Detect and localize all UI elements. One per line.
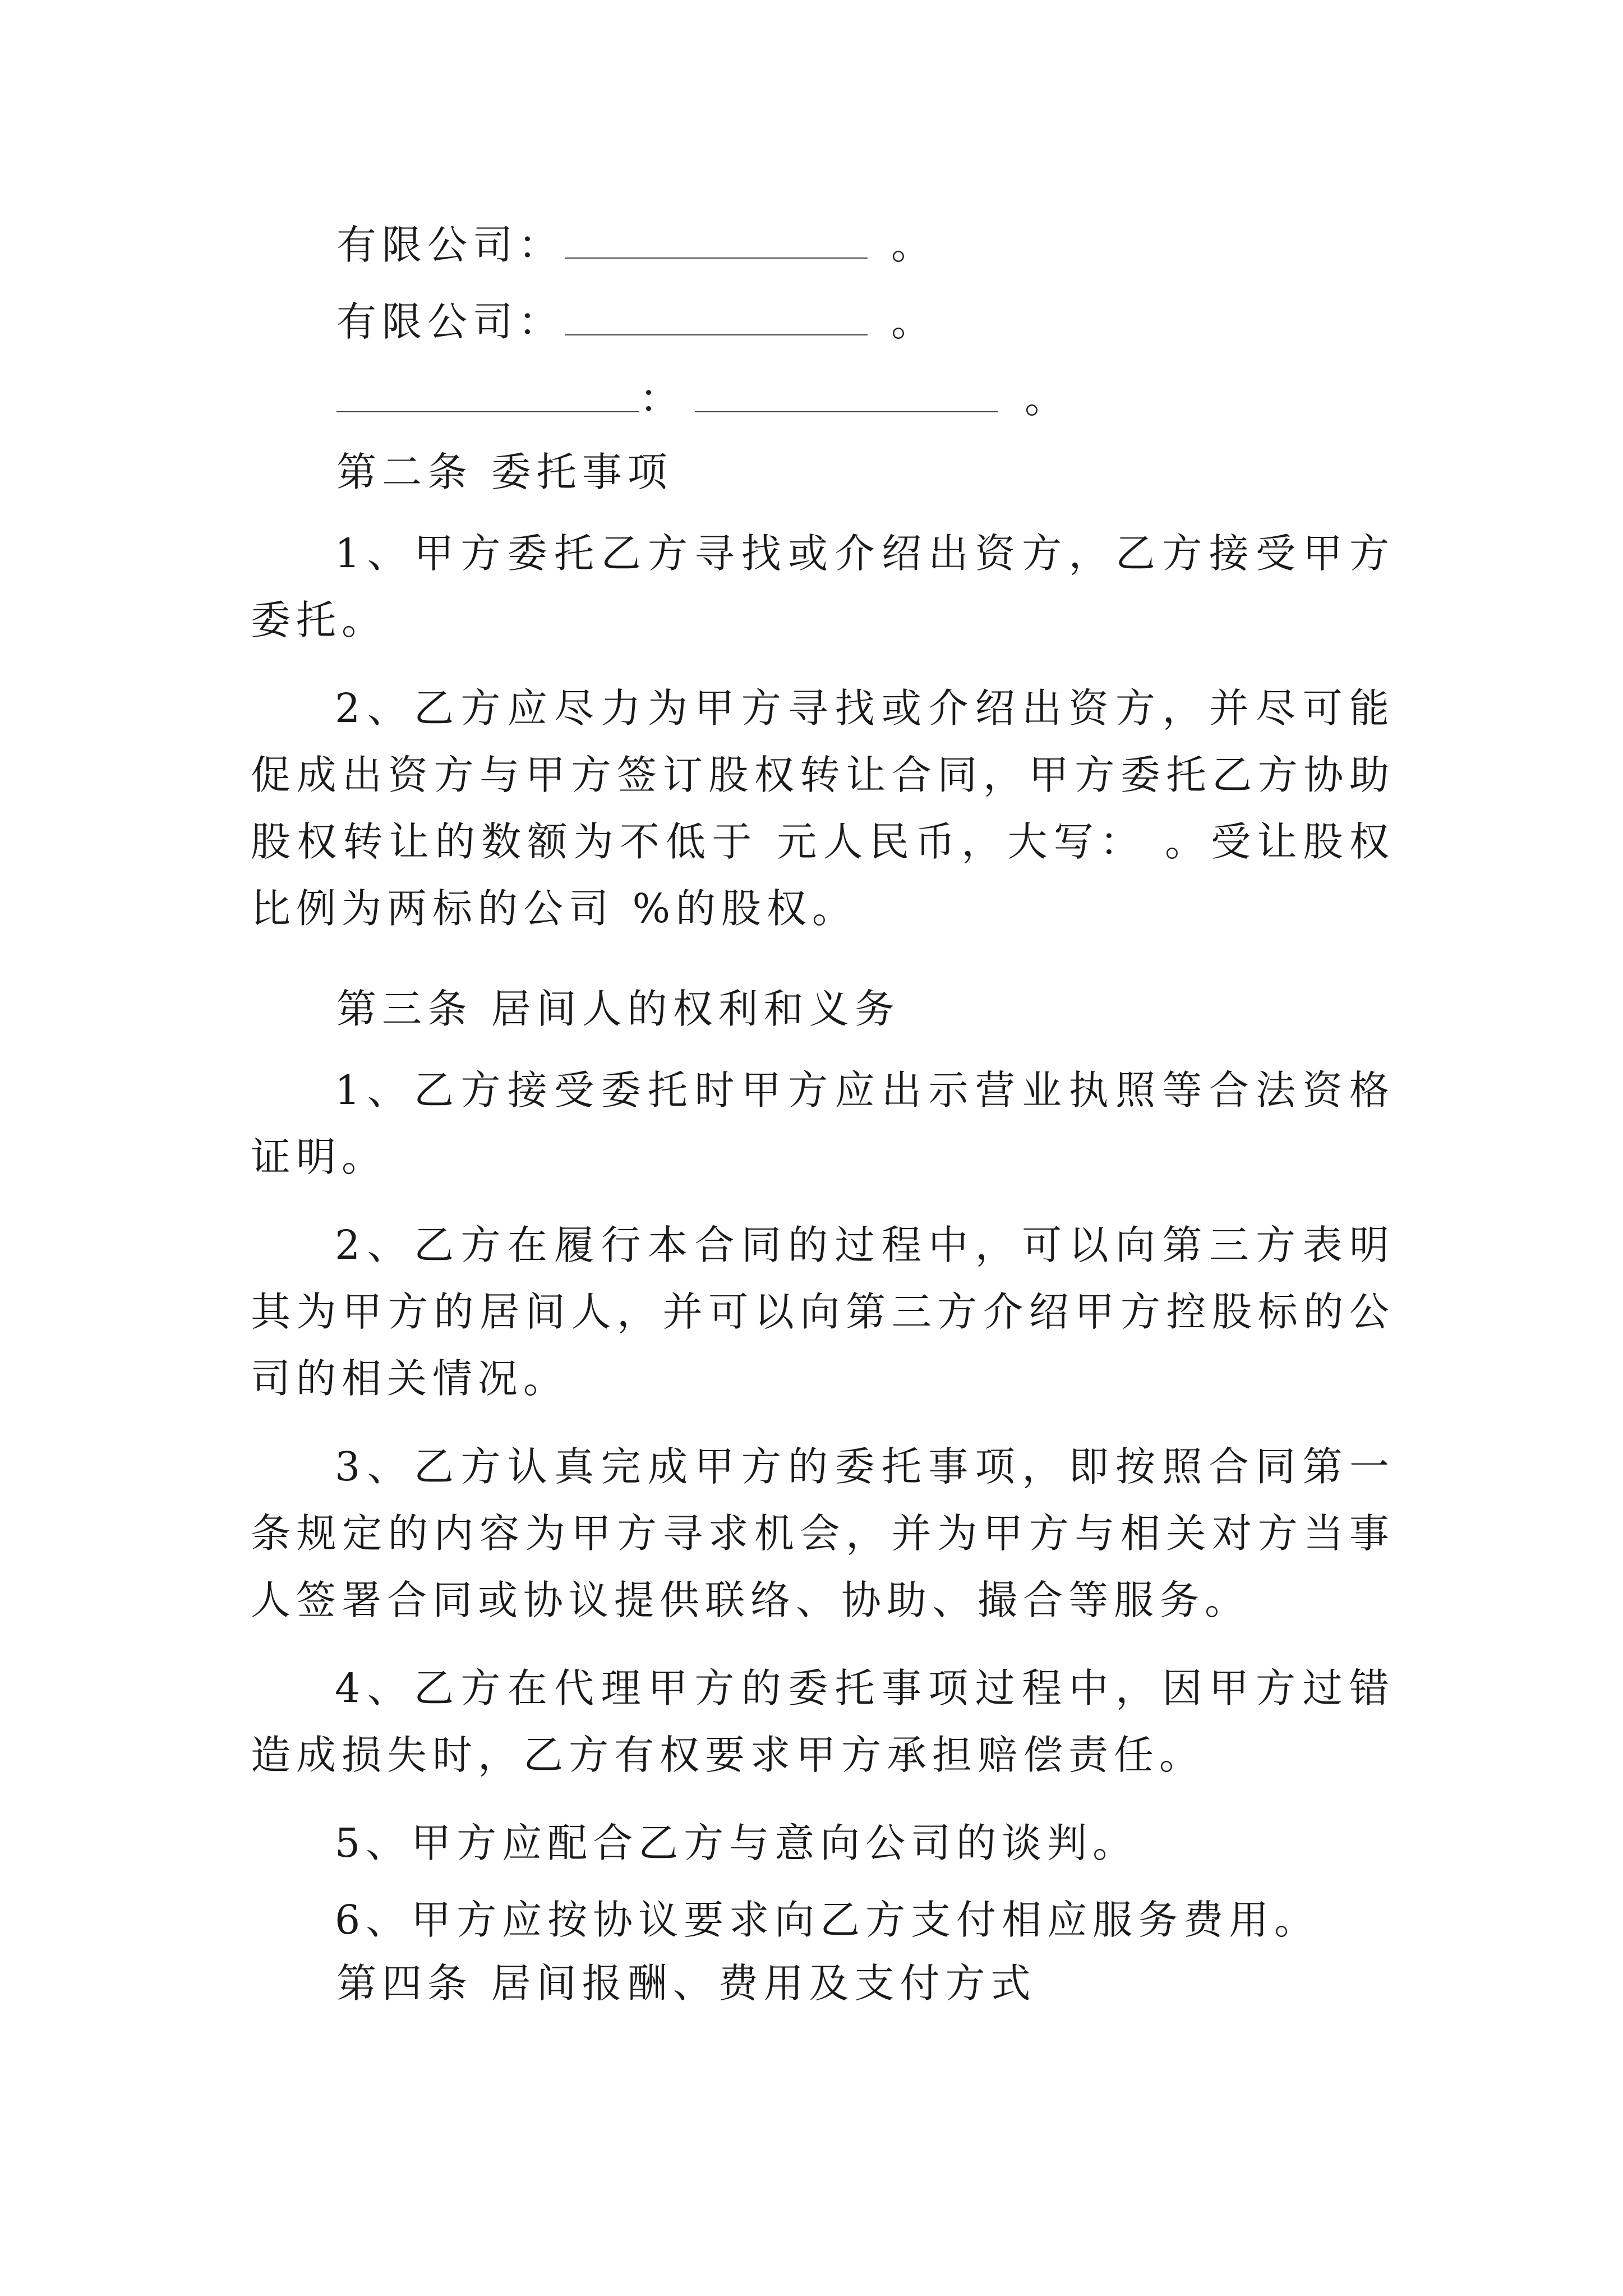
- clause-paragraph: 6、甲方应按协议要求向乙方支付相应服务费用。: [335, 1897, 1320, 1943]
- clause-paragraph: 1、乙方接受委托时甲方应出示营业执照等合法资格证明。: [251, 1067, 1395, 1180]
- field-blank-pair: [336, 375, 1071, 422]
- clause-paragraph: 4、乙方在代理甲方的委托事项过程中，因甲方过错造成损失时，乙方有权要求甲方承担赔偿责任。: [251, 1665, 1395, 1778]
- clause-paragraph: 5、甲方应配合乙方与意向公司的谈判。: [335, 1820, 1138, 1866]
- blank-line[interactable]: [695, 375, 998, 412]
- blank-line[interactable]: [565, 222, 868, 259]
- field-end: 。: [891, 298, 937, 345]
- field-separator: ：: [639, 375, 685, 422]
- section-heading: 第二条 委托事项: [336, 449, 673, 495]
- field-label: 有限公司：: [336, 222, 564, 268]
- clause-paragraph: 1、甲方委托乙方寻找或介绍出资方，乙方接受甲方委托。: [251, 530, 1395, 643]
- section-heading: 第四条 居间报酬、费用及支付方式: [336, 1960, 1036, 2007]
- field-company-1: [336, 222, 937, 268]
- blank-line[interactable]: [565, 298, 868, 335]
- field-end: 。: [891, 222, 937, 268]
- clause-paragraph: 2、乙方应尽力为甲方寻找或介绍出资方，并尽可能促成出资方与甲方签订股权转让合同，甲方委托乙方协助股权转让的数额为不低于 元人民币，大写： 。受让股权比例为两标的公司 %的股权。: [251, 685, 1395, 932]
- clause-paragraph: 3、乙方认真完成甲方的委托事项，即按照合同第一条规定的内容为甲方寻求机会，并为甲方与相关对方当事人签署合同或协议提供联络、协助、撮合等服务。: [251, 1443, 1395, 1623]
- clause-paragraph: 2、乙方在履行本合同的过程中，可以向第三方表明其为甲方的居间人，并可以向第三方介绍甲方控股标的公司的相关情况。: [251, 1222, 1395, 1402]
- blank-line[interactable]: [336, 375, 639, 412]
- field-label: 有限公司：: [336, 298, 564, 345]
- field-end: 。: [1025, 375, 1071, 422]
- section-heading: 第三条 居间人的权利和义务: [336, 986, 900, 1032]
- field-company-2: [336, 298, 937, 345]
